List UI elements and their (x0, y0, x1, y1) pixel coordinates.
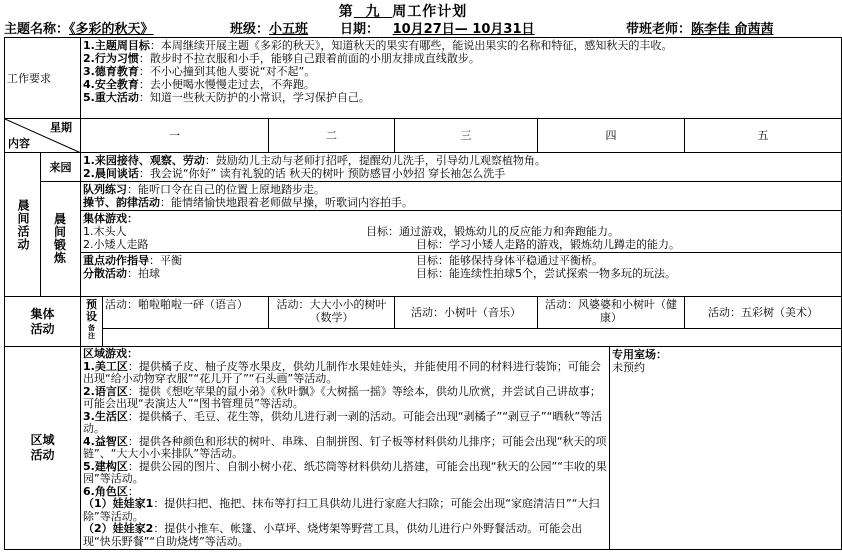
day-label: 二 (326, 129, 337, 142)
area-label: 区域活动 (30, 433, 55, 462)
area-row (5, 347, 842, 550)
arrival-item-title: 1.来园接待、观察、劳动 (83, 154, 205, 167)
theme-value: 《多彩的秋天》 (69, 22, 154, 37)
work-item-title: 3.德育教育 (83, 65, 139, 78)
exercise-label-cell (41, 182, 81, 297)
arrival-content (81, 153, 842, 182)
area-item-text: ： (127, 484, 139, 498)
collective-label: 集体活动 (30, 306, 55, 336)
day-header-thu (538, 119, 685, 153)
collective-thu (538, 297, 685, 329)
day-label: 三 (460, 129, 472, 142)
area-item-title: 6.角色区 (83, 484, 128, 498)
key-goal: 目标：能够保持身体平稳通过平衡桥。 (416, 254, 603, 267)
area-item-text: ：提供公园的图片、自制小树小花、纸芯筒等材料供幼儿搭建，可能会出现“秋天的公园”“丰收的果园”等活动。 (83, 459, 607, 485)
work-item-text: ：知道一些秋天防护的小常识，学习保护自己。 (138, 91, 370, 104)
work-content (81, 38, 842, 119)
collective-activity: 活动：大大小小的树叶（数学） (276, 298, 387, 324)
teacher-field (626, 18, 774, 37)
area-label-cell (5, 347, 81, 550)
diagonal-header-cell (5, 119, 81, 153)
area-item-title: （1）娃娃家1 (83, 497, 154, 510)
game-name: 2.小矮人走路 (83, 238, 149, 251)
class-label: 班级： (230, 22, 270, 37)
special-room-value: 未预约 (612, 361, 645, 374)
collective-row (5, 297, 842, 329)
teacher-value: 陈李佳 俞茜茜 (691, 22, 774, 37)
arrival-item-title: 2.晨间谈话 (83, 167, 139, 180)
week-axis-label: 星期 (50, 121, 72, 134)
area-item-text: ：提供扫把、拖把、抹布等打扫工具供幼儿进行家庭大扫除；可能会出现“家庭清洁日”“大扫除”等活动。 (83, 497, 600, 523)
collective-label-cell (5, 297, 81, 347)
group-goal: 目标：能连续性拍球5个，尝试探索一物多玩的玩法。 (416, 267, 676, 280)
teacher-label: 带班老师： (626, 22, 692, 37)
title-prefix: 第 (338, 4, 354, 20)
day-header-mon (81, 119, 269, 153)
day-header-fri (685, 119, 842, 153)
morning-label: 晨间活动 (16, 198, 30, 251)
day-header-wed (395, 119, 538, 153)
area-heading: 区域游戏： (83, 347, 138, 360)
game-goal: 目标：通过游戏，锻炼幼儿的反应能力和奔跑能力。 (366, 225, 619, 238)
class-value: 小五班 (269, 22, 309, 37)
games-title: 集体游戏 (83, 212, 127, 225)
theme-label: 主题名称： (4, 22, 70, 37)
group-title: 分散活动 (83, 267, 127, 280)
area-item-title: 1.美工区 (83, 359, 128, 373)
theme-field (4, 18, 154, 37)
date-label: 日期： (340, 22, 380, 37)
work-item-title: 5.重大活动 (83, 91, 139, 104)
collective-activity: 活动：五彩树（美术） (708, 306, 818, 319)
work-item-text: ：不小心撞到其他人要说“对不起”。 (138, 65, 316, 78)
area-item-title: 4.益智区 (83, 434, 128, 448)
remark-content (103, 329, 842, 347)
work-row (5, 38, 842, 119)
key-title: 重点动作指导 (83, 254, 149, 267)
collective-fri (685, 297, 842, 329)
exercise-content (81, 182, 842, 297)
area-item-text: ：提供《想吃苹果的鼠小弟》《秋叶飘》《大树摇一摇》等绘本，供幼儿欣赏，并尝试自己讲故事；可能会出现“表演达人”“图书管理员”等活动。 (83, 384, 601, 410)
work-label: 工作要求 (7, 71, 51, 85)
exercise-row (5, 182, 842, 297)
area-item-title: （2）娃娃家2 (83, 522, 154, 535)
day-label: 四 (605, 129, 617, 142)
day-header-row (5, 119, 842, 153)
exercise-item-title: 队列练习 (83, 183, 127, 196)
class-field (230, 18, 308, 37)
date-field (340, 18, 534, 37)
group-text: ：拍球 (127, 267, 160, 280)
collective-activity: 活动：小树叶（音乐） (411, 306, 521, 319)
plan-table (4, 37, 842, 550)
arrival-item-text: ：我会说“你好” 读有礼貌的话 秋天的树叶 预防感冒小妙招 穿长袖怎么洗手 (138, 167, 506, 180)
exercise-item-text: ：能情绪愉快地跟着老师做早操，听歌词内容拍手。 (160, 196, 413, 209)
area-item-text: ：提供小推车、帐篷、小草坪、烧烤架等野营工具，供幼儿进行户外野餐活动。可能会出现“快乐野餐”“自助烧烤”等活动。 (83, 522, 583, 548)
game-name: 1.木头人 (83, 225, 127, 238)
date-value: 10月27日— 10月31日 (392, 22, 535, 37)
collective-wed (395, 297, 538, 329)
area-item-title: 3.生活区 (83, 409, 128, 423)
area-item-title: 5.建构区 (83, 459, 128, 473)
arrival-row (5, 153, 842, 182)
remark-row (5, 329, 842, 347)
exercise-label: 晨间锻炼 (53, 212, 67, 265)
title-suffix: 周工作计划 (392, 4, 468, 20)
morning-label-cell (5, 153, 41, 297)
arrival-item-text: ：鼓励幼儿主动与老师打招呼，提醒幼儿洗手，引导幼儿观察植物角。 (204, 154, 546, 167)
day-label: 一 (169, 129, 180, 142)
work-label-cell (5, 38, 81, 119)
content-axis-label: 内容 (8, 137, 30, 150)
area-item-text: ：提供各种颜色和形状的树叶、串珠、自制拼图、钉子板等材料供幼儿排序；可能会出现“秋天的项链”、“大大小小来排队”等活动。 (83, 434, 607, 460)
key-text: ：平衡 (149, 254, 182, 267)
prep-cell (81, 297, 103, 347)
exercise-item-title: 操节、韵律活动 (83, 196, 160, 209)
area-item-text: ：提供橘子、毛豆、花生等，供幼儿进行剥一剥的活动。可能会出现“剥橘子”“剥豆子”“晒秋”等活动。 (83, 409, 603, 435)
collective-activity: 活动：风婆婆和小树叶（健康） (545, 298, 677, 324)
work-item-title: 4.安全教育 (83, 78, 139, 91)
special-room (610, 347, 842, 550)
day-header-tue (269, 119, 395, 153)
group-games (81, 211, 841, 253)
work-item-text: ：去小便喝水慢慢走过去，不奔跑。 (138, 78, 315, 91)
special-room-label: 专用室场： (612, 348, 667, 361)
arrival-label-cell (41, 153, 81, 182)
work-item-text: ：散步时不拉衣服和小手，能够自己跟着前面的小朋友排成直线散步。 (138, 52, 480, 65)
area-item-text: ：提供橘子皮、柚子皮等水果皮，供幼儿制作水果娃娃头，并能使用不同的材料进行装饰；可能会出现“给小动物穿衣服”“花儿开了”“石头画”等活动。 (83, 359, 601, 385)
remark-label: 备注 (88, 324, 95, 340)
work-item-text: ：本周继续开展主题《多彩的秋天》，知道秋天的果实有哪些，能说出果实的名称和特征，感知秋天的丰收。 (149, 39, 673, 52)
work-item-title: 1.主题周目标 (83, 39, 150, 52)
prep-label: 预设 (86, 298, 97, 323)
collective-mon (103, 297, 269, 329)
collective-activity: 活动：啪啦啪啦一砰（语言） (105, 298, 248, 311)
collective-tue (269, 297, 395, 329)
game-goal: 目标：学习小矮人走路的游戏，锻炼幼儿蹲走的能力。 (416, 238, 680, 251)
key-actions (81, 253, 841, 281)
day-label: 五 (757, 129, 769, 142)
exercise-item-text: ：能听口令在自己的位置上原地踏步走。 (127, 183, 325, 196)
area-games (81, 347, 610, 550)
arrival-label: 来园 (49, 160, 72, 174)
week-number: 九 (365, 4, 381, 20)
work-item-title: 2.行为习惯 (83, 52, 139, 65)
games-colon: ： (127, 212, 138, 225)
area-item-title: 2.语言区 (83, 384, 128, 398)
